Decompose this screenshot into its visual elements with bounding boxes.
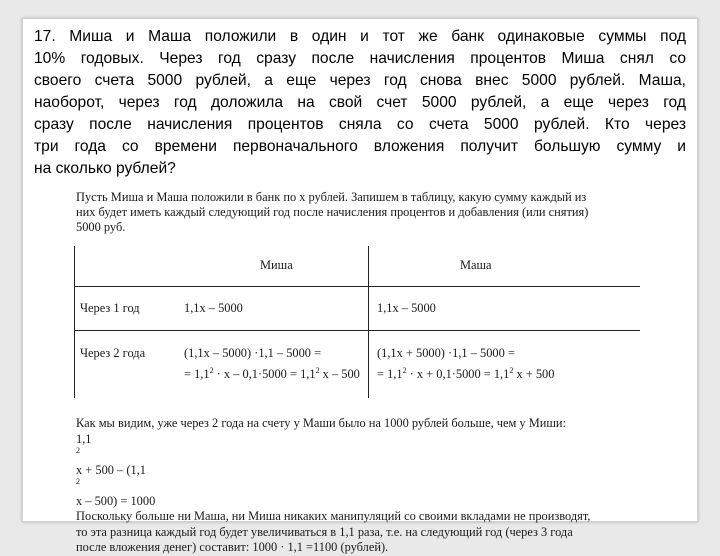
formula-pre: 1,1 <box>76 431 92 446</box>
header-misha: Миша <box>260 258 293 272</box>
problem-line: 17. Миша и Маша положили в один и тот же банк одинаковые суммы под <box>34 28 686 45</box>
intro-line: 5000 руб. <box>76 220 126 234</box>
intro-line: Пусть Миша и Маша положили в банк по x рублей. Запишем в таблицу, какую сумму каждый из <box>76 190 587 204</box>
problem-line: наоборот, через год доложила на свой счет 5000 рублей, а еще через год <box>34 94 686 111</box>
row2-masha-mid: · x + 0,1·5000 = 1,1 <box>406 367 510 381</box>
problem-line: три года со времени первоначального вложения получит большую сумму и <box>34 138 686 155</box>
row1-misha: 1,1x – 5000 <box>184 301 243 315</box>
row2-misha-post: x – 500 <box>319 367 360 381</box>
row2-masha-post: x + 500 <box>513 367 555 381</box>
row2-misha-line2 <box>184 367 360 382</box>
header-masha: Маша <box>460 258 492 272</box>
solution-table <box>74 246 640 398</box>
row2-misha-line1: (1,1x – 5000) ·1,1 – 5000 = <box>184 346 322 360</box>
row1-label: Через 1 год <box>80 301 140 315</box>
superscript-2: 2 <box>209 365 214 375</box>
table-border-mid <box>368 246 369 398</box>
solution-intro <box>76 190 588 235</box>
formula-mid: x + 500 – (1,1 <box>76 462 146 477</box>
problem-line: сразу после начисления процентов сняла со счета 5000 рублей. Кто через <box>34 116 686 133</box>
conclusion-formula <box>76 432 590 510</box>
row2-masha-line1: (1,1x + 5000) ·1,1 – 5000 = <box>377 346 515 360</box>
conclusion-line: то эта разница каждый год будет увеличиваться в 1,1 раза, т.е. на следующий год (через 3 года <box>76 524 573 539</box>
row2-misha-pre: = 1,1 <box>184 367 210 381</box>
superscript-2: 2 <box>76 476 80 486</box>
solution-conclusion <box>76 416 590 556</box>
table-row-divider <box>74 286 640 287</box>
superscript-2: 2 <box>76 445 80 455</box>
row2-masha-pre: = 1,1 <box>377 367 403 381</box>
conclusion-line: после вложения денег) составит: 1000 · 1,1 =1100 (рублей). <box>76 540 389 554</box>
problem-line: своего счета 5000 рублей, а еще через год снова внес 5000 рублей. Маша, <box>34 72 686 89</box>
formula-post: x – 500) = 1000 <box>76 493 156 508</box>
solution-scan <box>64 190 650 554</box>
conclusion-line: Поскольку больше ни Маша, ни Миша никаких манипуляций со своими вкладами не производят, <box>76 509 591 523</box>
conclusion-line: Как мы видим, уже через 2 года на счету у Маши было на 1000 рублей больше, чем у Миши: <box>76 416 566 430</box>
row1-masha: 1,1x – 5000 <box>377 301 436 315</box>
problem-line: на сколько рублей? <box>34 160 176 177</box>
row2-label: Через 2 года <box>80 346 146 360</box>
superscript-2: 2 <box>509 365 514 375</box>
problem-statement <box>34 26 686 180</box>
intro-line: них будет иметь каждый следующий год после начисления процентов и добавления (или снятия) <box>76 205 589 219</box>
superscript-2: 2 <box>402 365 407 375</box>
row2-masha-line2 <box>377 367 554 382</box>
table-row-divider <box>74 330 640 331</box>
superscript-2: 2 <box>315 365 320 375</box>
table-border-left <box>74 246 75 398</box>
row2-misha-mid: · x – 0,1·5000 = 1,1 <box>213 367 316 381</box>
problem-line: 10% годовых. Через год сразу после начисления процентов Миша снял со <box>34 50 686 67</box>
